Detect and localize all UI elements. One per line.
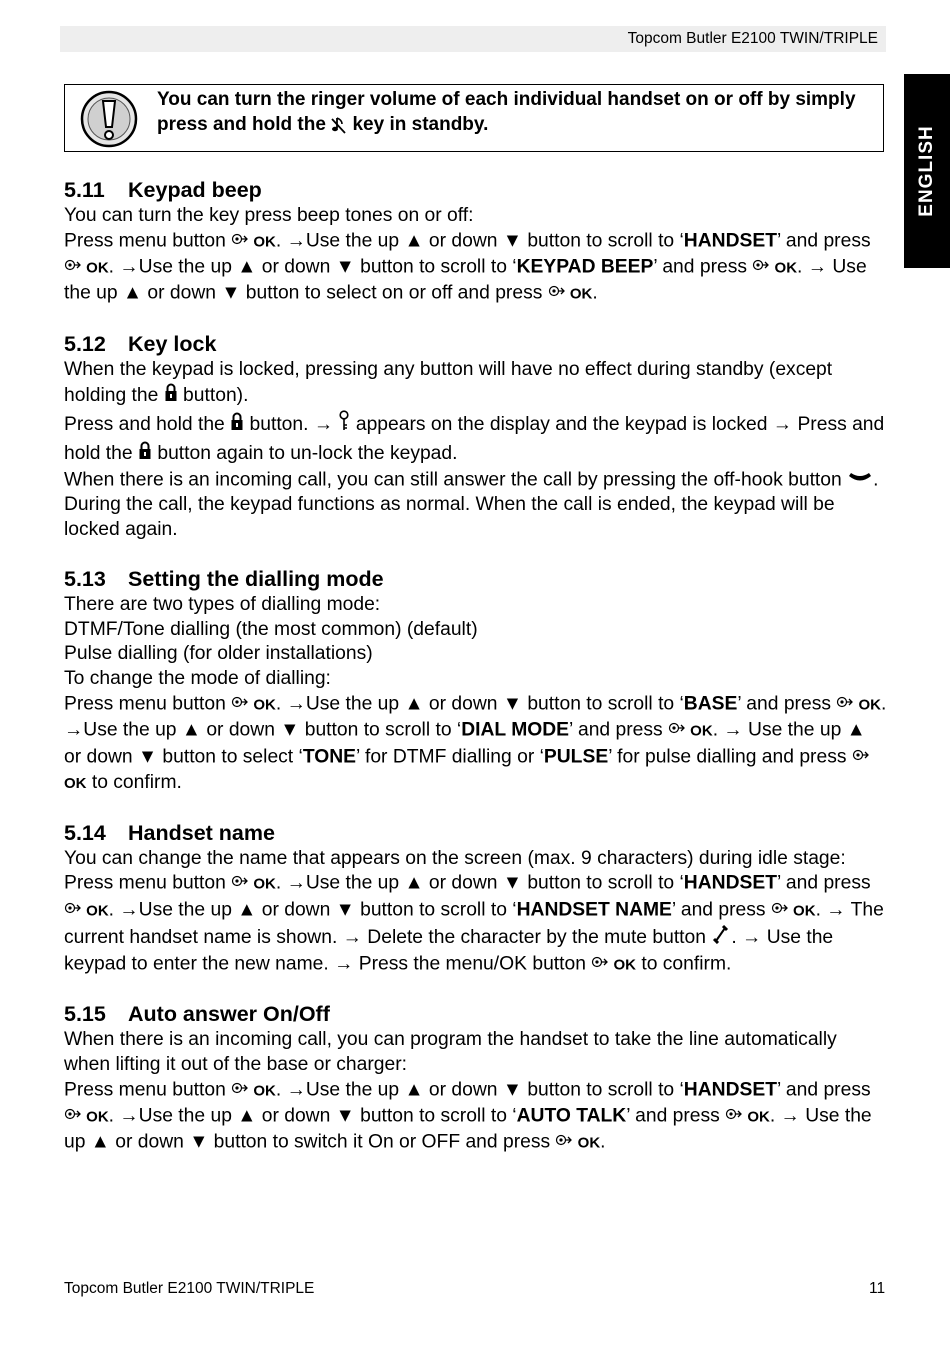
menu-ok-key-icon [231, 692, 249, 717]
menu-ok-key-icon [771, 898, 789, 923]
menu-ok-key-icon [231, 1078, 249, 1103]
footer-title: Topcom Butler E2100 TWIN/TRIPLE [64, 1280, 315, 1297]
text-run: Press and hold the [64, 414, 231, 436]
menu-ok-key-icon [64, 1104, 82, 1129]
paragraph [64, 847, 888, 872]
text-run: button. → [244, 414, 339, 436]
menu-ok-key-icon [852, 745, 870, 770]
section-number: 5.15 [64, 1002, 106, 1027]
paragraph [64, 468, 888, 543]
menu-ok-key-icon [231, 871, 249, 896]
paragraph [64, 410, 888, 468]
menu-option-label: TONE [302, 746, 357, 768]
text-run: To change the mode of dialling: [64, 668, 331, 690]
text-run: There are two types of dialling mode: [64, 593, 381, 615]
menu-ok-key-icon [555, 1130, 573, 1155]
key-lock-icon [338, 410, 350, 440]
menu-ok-key-icon [591, 952, 609, 977]
paragraph [64, 204, 888, 229]
section-5-12 [64, 330, 888, 543]
text-run: ’ for DTMF dialling or ‘ [356, 746, 544, 768]
menu-option-label: HANDSET [683, 872, 777, 894]
ok-key-label: OK [82, 902, 109, 920]
menu-option-label: HANDSET [683, 1079, 777, 1101]
menu-ok-key-icon [752, 255, 770, 280]
section-heading [64, 330, 888, 358]
menu-ok-key-icon [725, 1104, 743, 1129]
ok-key-label: OK [573, 1134, 601, 1152]
text-run: button). [177, 385, 249, 407]
text-run: DTMF/Tone dialling (the most common) (default) [64, 618, 478, 640]
text-run: . →Use the up ▲ or down ▼ button to scroll to ‘ [108, 256, 517, 278]
ok-key-label: OK [788, 902, 816, 920]
menu-option-label: AUTO TALK [516, 1105, 627, 1127]
text-run: . → The current handset name is shown. → Delete the character by the mute button [64, 899, 884, 949]
menu-ok-key-icon [231, 229, 249, 254]
text-run: . → Use the up ▲ or down ▼ button to switch it On or OFF and press [64, 1105, 872, 1153]
lock-key-icon [164, 382, 178, 410]
text-run: ’ and press [777, 230, 871, 252]
section-title: Auto answer On/Off [128, 1002, 330, 1027]
section-number: 5.14 [64, 820, 106, 845]
note-text-end: key in standby. [352, 114, 489, 135]
lock-key-icon [138, 440, 152, 468]
note-text [157, 87, 869, 137]
manual-content [64, 176, 888, 1179]
text-run: . → Use the keypad to enter the new name. → Press the menu/OK button [64, 927, 834, 975]
text-run: . →Use the up ▲ or down ▼ button to scroll to ‘ [275, 872, 684, 894]
section-heading [64, 565, 888, 593]
text-run: ’ and press [626, 1105, 726, 1127]
ok-key-label: OK [249, 875, 276, 893]
text-run: . [592, 282, 598, 304]
ok-key-label: OK [82, 1108, 109, 1126]
menu-option-label: KEYPAD BEEP [516, 256, 654, 278]
section-title: Setting the dialling mode [128, 566, 384, 591]
text-run: button again to un-lock the keypad. [151, 443, 458, 465]
paragraph [64, 358, 888, 411]
text-run: to confirm. [86, 771, 182, 793]
ok-key-label: OK [743, 1108, 770, 1126]
section-heading [64, 176, 888, 204]
text-run: . →Use the up ▲ or down ▼ button to scroll to ‘ [64, 693, 887, 741]
menu-ok-key-icon [64, 255, 82, 280]
ok-key-label: OK [82, 259, 109, 277]
text-run: . →Use the up ▲ or down ▼ button to scroll to ‘ [108, 899, 517, 921]
text-run: . →Use the up ▲ or down ▼ button to scroll to ‘ [275, 693, 684, 715]
section-5-11 [64, 176, 888, 308]
text-run: to confirm. [636, 953, 732, 975]
menu-option-label: HANDSET NAME [516, 899, 672, 921]
page-header [60, 26, 886, 52]
text-run: Press menu button [64, 693, 232, 715]
text-run: ’ and press [569, 719, 669, 741]
text-run: Pulse dialling (for older installations) [64, 643, 373, 665]
text-run: appears on the display and the keypad is locked → Press and hold the [64, 414, 885, 465]
menu-option-label: HANDSET [683, 230, 777, 252]
text-run: ’ and press [653, 256, 753, 278]
paragraph [64, 593, 888, 618]
ok-key-label: OK [854, 696, 882, 714]
menu-option-label: DIAL MODE [461, 719, 570, 741]
ok-key-label: OK [770, 259, 798, 277]
ok-key-label: OK [249, 696, 276, 714]
text-run: . → Use the up ▲ or down ▼ button to select on or off and press [64, 256, 867, 304]
paragraph [64, 871, 888, 978]
section-heading [64, 819, 888, 847]
ok-key-label: OK [686, 722, 713, 740]
paragraph [64, 1028, 888, 1078]
paragraph [64, 618, 888, 643]
text-run: . →Use the up ▲ or down ▼ button to scroll to ‘ [275, 230, 684, 252]
ok-key-label: OK [249, 1082, 276, 1100]
text-run: When there is an incoming call, you can program the handset to take the line automatically when lifting it out of the base or charger: [64, 1029, 837, 1075]
text-run: ’ and press [777, 1079, 871, 1101]
text-run: ’ and press [737, 693, 837, 715]
text-run: When the keypad is locked, pressing any button will have no effect during standby (except holding the [64, 358, 833, 407]
section-title: Handset name [128, 820, 275, 845]
note-text-start: You can turn the ringer volume of each individual handset on or off by simply press and hold the [157, 89, 856, 135]
menu-option-label: BASE [683, 693, 738, 715]
text-run: . During the call, the keypad functions as normal. When the call is ended, the keypad will be locked again. [64, 469, 879, 540]
paragraph [64, 1078, 888, 1157]
page-number: 11 [869, 1280, 886, 1297]
text-run: . →Use the up ▲ or down ▼ button to scroll to ‘ [108, 1105, 517, 1127]
ringer-off-key-icon [331, 115, 347, 135]
section-title: Keypad beep [128, 178, 262, 202]
mute-key-icon [711, 924, 731, 952]
text-run: ’ and press [777, 872, 871, 894]
ok-key-label: OK [64, 774, 87, 792]
text-run: . → Use the up ▲ or down ▼ button to select ‘ [64, 719, 866, 768]
menu-ok-key-icon [668, 718, 686, 743]
section-number: 5.12 [64, 331, 106, 356]
ok-key-label: OK [609, 956, 636, 974]
language-tab-label: ENGLISH [916, 125, 937, 217]
note-box [64, 84, 884, 152]
paragraph [64, 229, 888, 308]
menu-ok-key-icon [64, 898, 82, 923]
header-title: Topcom Butler E2100 TWIN/TRIPLE [627, 30, 878, 47]
text-run: ’ and press [671, 899, 771, 921]
text-run: ’ for pulse dialling and press [608, 746, 852, 768]
lock-key-icon [230, 411, 244, 439]
text-run: Press menu button [64, 230, 232, 252]
paragraph [64, 667, 888, 692]
section-5-15 [64, 1000, 888, 1156]
off-hook-icon [847, 468, 873, 493]
text-run: Press menu button [64, 872, 232, 894]
text-run: Press menu button [64, 1079, 232, 1101]
section-number: 5.13 [64, 566, 106, 591]
text-run: You can change the name that appears on the screen (max. 9 characters) during idle stage: [64, 847, 846, 869]
section-title: Key lock [128, 331, 217, 356]
menu-ok-key-icon [548, 281, 566, 306]
paragraph [64, 642, 888, 667]
paragraph [64, 692, 888, 797]
language-tab [904, 74, 950, 268]
section-heading [64, 1000, 888, 1028]
text-run: . →Use the up ▲ or down ▼ button to scroll to ‘ [275, 1079, 684, 1101]
text-run: You can turn the key press beep tones on or off: [64, 205, 474, 226]
section-5-13 [64, 565, 888, 797]
text-run: When there is an incoming call, you can still answer the call by pressing the off-hook button [64, 469, 848, 491]
section-5-14 [64, 819, 888, 978]
warning-exclamation-icon [79, 89, 139, 149]
menu-ok-key-icon [836, 692, 854, 717]
section-number: 5.11 [64, 178, 105, 202]
ok-key-label: OK [565, 285, 593, 303]
text-run: . [600, 1131, 606, 1153]
menu-option-label: PULSE [543, 746, 609, 768]
ok-key-label: OK [249, 233, 276, 251]
